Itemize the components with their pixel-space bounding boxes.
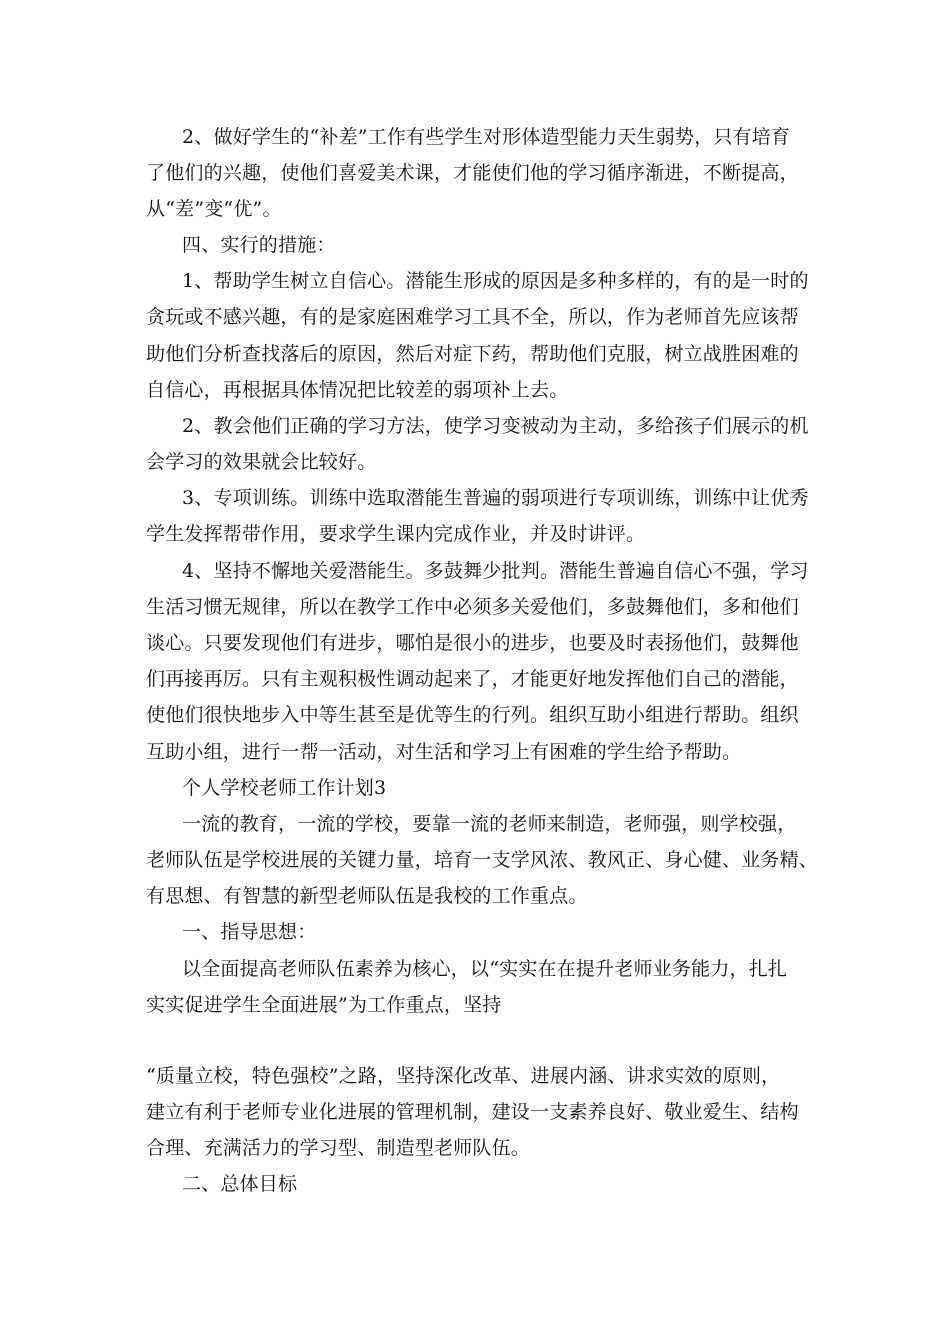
paragraph-line: 4、坚持不懈地关爱潜能生。多鼓舞少批判。潜能生普遍自信心不强，学习 [182,560,809,582]
paragraph-line: 们再接再厉。只有主观积极性调动起来了，才能更好地发挥他们自己的潜能， [146,668,799,690]
paragraph-line: 2、做好学生的“补差”工作有些学生对形体造型能力天生弱势，只有培育 [182,126,791,148]
paragraph-line: 会学习的效果就会比较好。 [146,451,377,473]
paragraph-line: 自信心，再根据具体情况把比较差的弱项补上去。 [146,379,569,401]
paragraph-line: 合理、充满活力的学习型、制造型老师队伍。 [146,1137,531,1159]
paragraph-line: 助他们分析查找落后的原因，然后对症下药，帮助他们克服，树立战胜困难的 [146,343,799,365]
paragraph-line: 有思想、有智慧的新型老师队伍是我校的工作重点。 [146,885,588,907]
paragraph-line: 了他们的兴趣，使他们喜爱美术课，才能使们他的学习循序渐进，不断提高， [146,162,799,184]
paragraph-line: 贪玩或不感兴趣，有的是家庭困难学习工具不全，所以，作为老师首先应该帮 [146,306,799,328]
section-heading: 一、指导思想： [182,921,317,943]
paragraph-line: 建立有利于老师专业化进展的管理机制，建设一支素养良好、敬业爱生、结构 [146,1101,799,1123]
paragraph-line: 以全面提高老师队伍素养为核心，以“实实在在提升老师业务能力，扎扎 [182,958,788,980]
paragraph-line: 使他们很快地步入中等生甚至是优等生的行列。组织互助小组进行帮助。组织 [146,704,799,726]
paragraph-line: 实实促进学生全面进展”为工作重点，坚持 [146,994,502,1016]
paragraph-line: 互助小组，进行一帮一活动，对生活和学习上有困难的学生给予帮助。 [146,741,742,763]
paragraph-line: 一流的教育，一流的学校，要靠一流的老师来制造，老师强，则学校强， [182,813,797,835]
paragraph-line: 3、专项训练。训练中选取潜能生普遍的弱项进行专项训练，训练中让优秀 [182,487,809,509]
paragraph-line: 从“差”变“优”。 [146,198,282,220]
paragraph-line: 1、帮助学生树立自信心。潜能生形成的原因是多种多样的，有的是一时的 [182,270,809,292]
paragraph-line: 2、教会他们正确的学习方法，使学习变被动为主动，多给孩子们展示的机 [182,415,809,437]
paragraph-line: 老师队伍是学校进展的关键力量，培育一支学风浓、教风正、身心健、业务精、 [146,849,819,871]
section-title: 个人学校老师工作计划3 [182,777,387,799]
section-heading: 二、总体目标 [182,1173,298,1195]
section-heading: 四、实行的措施： [182,234,336,256]
paragraph-line: 谈心。只要发现他们有进步，哪怕是很小的进步，也要及时表扬他们，鼓舞他 [146,632,799,654]
paragraph-line: 生活习惯无规律，所以在教学工作中必须多关爱他们，多鼓舞他们，多和他们 [146,596,799,618]
paragraph-line: 学生发挥帮带作用，要求学生课内完成作业，并及时讲评。 [146,523,646,545]
paragraph-line: “质量立校，特色强校”之路，坚持深化改革、进展内涵、讲求实效的原则， [146,1065,781,1087]
